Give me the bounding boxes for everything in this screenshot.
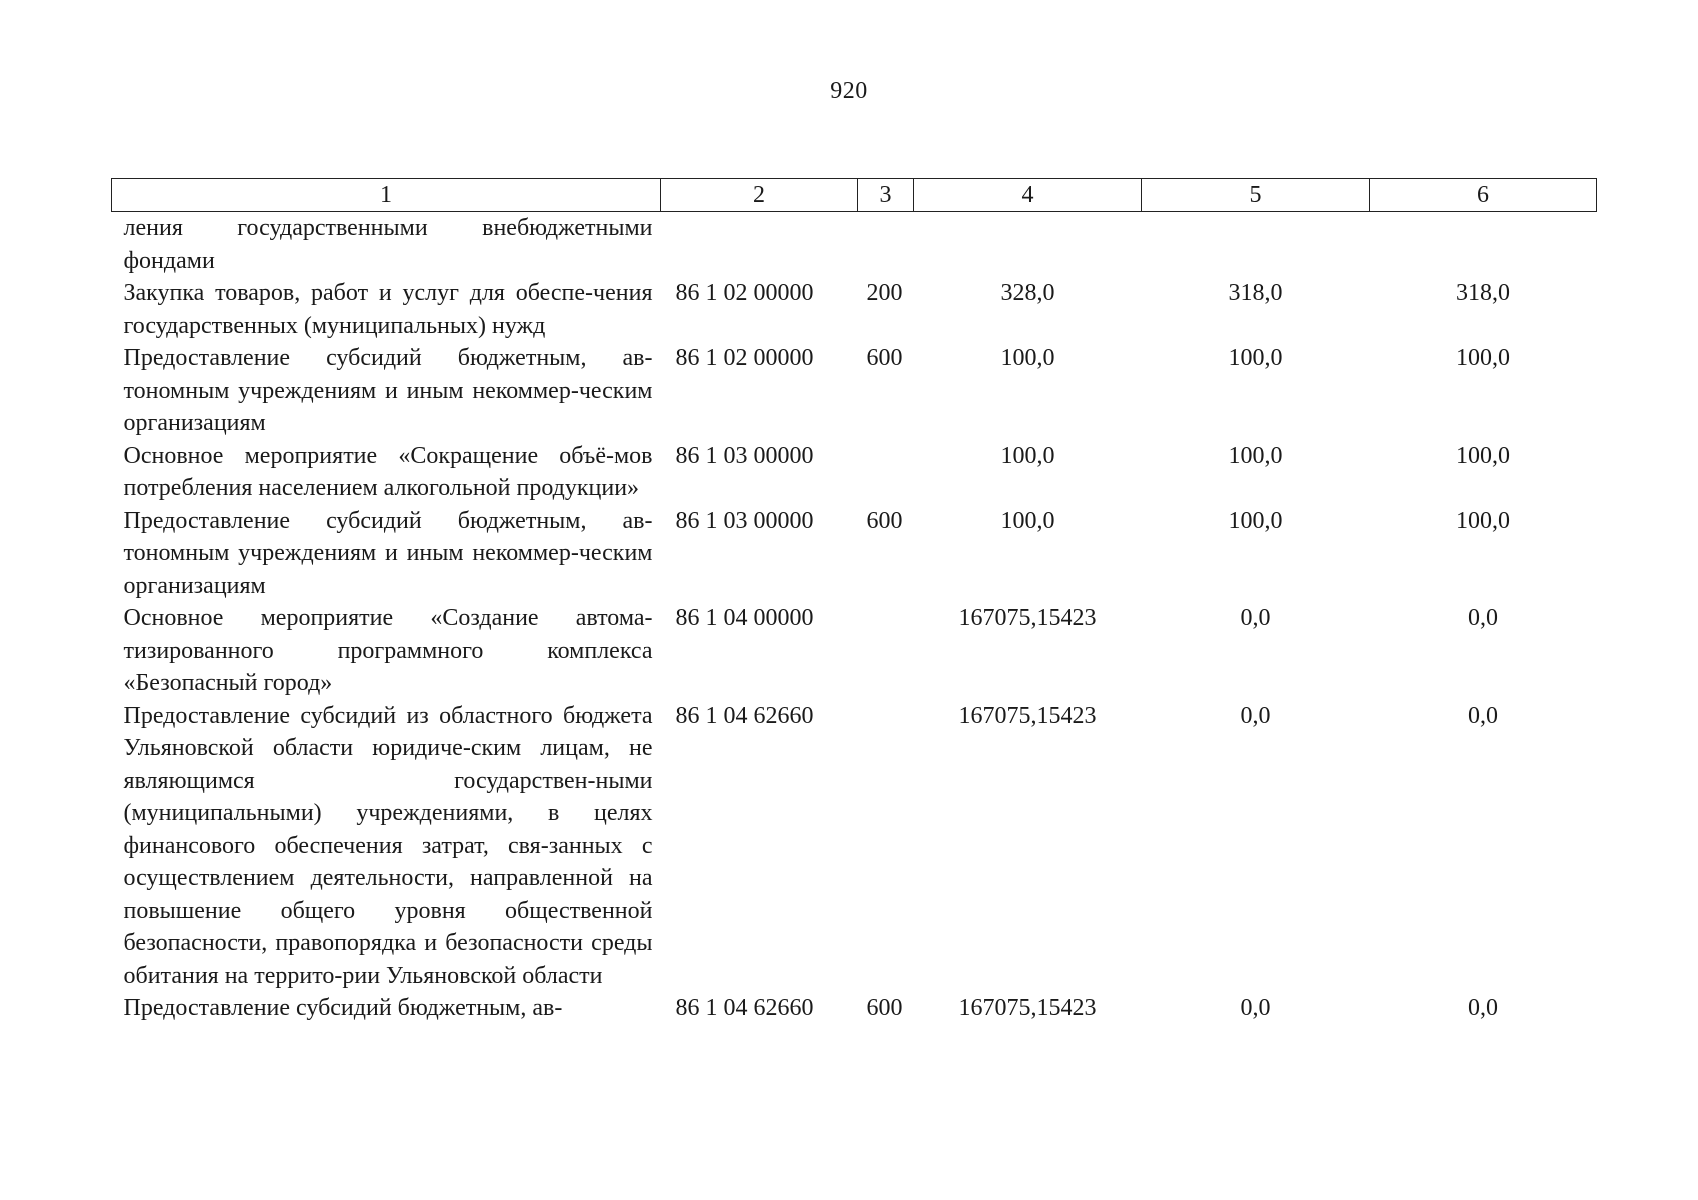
expense-type: 600 [866, 507, 903, 534]
expense-type: 200 [866, 280, 903, 306]
amount-col-5 [1142, 212, 1370, 278]
amount-col-6: 100,0 [1456, 507, 1510, 534]
amount-col-6: 318,0 [1456, 280, 1510, 306]
amount-col-5: 318,0 [1228, 280, 1283, 306]
table-row [112, 505, 1597, 603]
row-description: Закупка товаров, работ и услуг для обеспе-чения государственных (муниципальных) нужд [123, 280, 653, 339]
column-header: 4 [914, 179, 1142, 212]
amount-col-6: 100,0 [1456, 345, 1510, 371]
amount-col-4: 100,0 [1000, 345, 1055, 371]
expense-type: 600 [866, 345, 903, 371]
page-number: 920 [830, 78, 868, 104]
budget-code: 86 1 04 00000 [675, 605, 814, 631]
column-header: 2 [661, 179, 858, 212]
budget-code: 86 1 02 00000 [675, 345, 814, 371]
row-description: Основное мероприятие «Сокращение объё-мов потребления населением алкогольной продукции» [123, 442, 653, 501]
amount-col-4: 167075,15423 [958, 605, 1097, 631]
expense-type [858, 700, 914, 993]
amount-col-6: 100,0 [1456, 442, 1510, 469]
amount-col-4 [914, 212, 1142, 278]
table-row [112, 277, 1597, 342]
row-description: Предоставление субсидий бюджетным, ав- [123, 995, 563, 1021]
table-row [112, 440, 1597, 505]
budget-code: 86 1 04 62660 [675, 702, 814, 729]
header-row [112, 179, 1597, 212]
amount-col-5: 0,0 [1240, 995, 1271, 1021]
amount-col-6: 0,0 [1468, 605, 1498, 631]
expense-type [858, 440, 914, 505]
row-description: Основное мероприятие «Создание автома-тизированного программного комплекса «Безопасный город» [123, 605, 653, 696]
amount-col-5: 100,0 [1228, 345, 1283, 371]
table-body [112, 212, 1597, 1025]
expense-type: 600 [866, 995, 903, 1021]
expense-type [858, 602, 914, 700]
amount-col-4: 100,0 [1000, 507, 1055, 534]
column-header: 6 [1370, 179, 1597, 212]
budget-code [661, 212, 858, 278]
amount-col-4: 100,0 [1000, 442, 1055, 469]
table-row [112, 992, 1597, 1025]
budget-code: 86 1 03 00000 [675, 507, 814, 534]
column-header: 3 [858, 179, 914, 212]
amount-col-4: 328,0 [1000, 280, 1055, 306]
amount-col-5: 100,0 [1228, 507, 1283, 534]
budget-code: 86 1 04 62660 [675, 995, 814, 1021]
amount-col-6: 0,0 [1468, 702, 1498, 729]
table-row [112, 212, 1597, 278]
row-description: Предоставление субсидий бюджетным, ав-тономным учреждениям и иным некоммер-ческим организациям [123, 345, 653, 436]
column-header: 5 [1142, 179, 1370, 212]
row-description: ления государственными внебюджетными фондами [123, 215, 653, 274]
table-row [112, 342, 1597, 440]
row-description: Предоставление субсидий бюджетным, ав-тономным учреждениям и иным некоммер-ческим организациям [123, 507, 653, 599]
budget-code: 86 1 03 00000 [675, 442, 814, 469]
budget-table [111, 178, 1597, 1025]
row-description: Предоставление субсидий из областного бюджета Ульяновской области юридиче-ским лицам, не являющимся государствен-ными (муниципальными) учреждениями, в целях финансового обеспечения затрат, свя-занных с осуществлением деятельности, направленной на повышение общего уровня общественной безопасности, правопорядка и безопасности среды обитания на террито-рии Ульяновской области [123, 702, 653, 989]
amount-col-6: 0,0 [1468, 995, 1498, 1021]
amount-col-5: 0,0 [1240, 702, 1271, 729]
table-row [112, 602, 1597, 700]
budget-code: 86 1 02 00000 [675, 280, 814, 306]
amount-col-5: 0,0 [1240, 605, 1271, 631]
column-header: 1 [112, 179, 661, 212]
amount-col-5: 100,0 [1228, 442, 1283, 469]
amount-col-4: 167075,15423 [958, 995, 1097, 1021]
amount-col-6 [1370, 212, 1597, 278]
amount-col-4: 167075,15423 [958, 702, 1097, 729]
expense-type [858, 212, 914, 278]
table-row [112, 700, 1597, 993]
